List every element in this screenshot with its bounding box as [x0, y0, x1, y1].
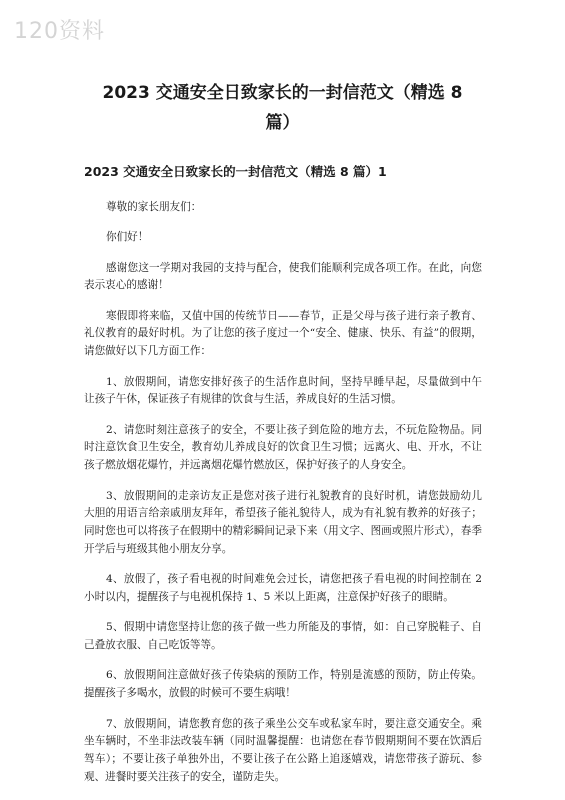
paragraph-item-2: 2、请您时刻注意孩子的安全，不要让孩子到危险的地方去，不玩危险物品。同时注意饮食卫生安全，教育幼儿养成良好的饮食卫生习惯；远离火、电、开水，不让孩子燃放烟花爆竹，并远离烟花爆竹燃放区，保护好孩子的人身安全。 — [84, 423, 482, 472]
paragraph-item-1: 1、放假期间，请您安排好孩子的生活作息时间，坚持早睡早起，尽量做到中午让孩子午休，保证孩子有规律的饮食与生活，养成良好的生活习惯。 — [84, 375, 482, 406]
greeting: 你们好！ — [106, 231, 149, 244]
salutation: 尊敬的家长朋友们： — [106, 201, 202, 213]
section-heading: 2023 交通安全日致家长的一封信范文（精选 8 篇）1 — [84, 164, 387, 179]
paragraph-item-3: 3、放假期间的走亲访友正是您对孩子进行礼貌教育的良好时机，请您鼓励幼儿大胆的用语言给亲戚朋友拜年，希望孩子能礼貌待人，成为有礼貌有教养的好孩子；同时您也可以将孩子在假期中的精彩瞬间记录下来（用文字、图画或照片形式），春季开学后与班级其他小朋友分享。 — [84, 489, 482, 555]
document-title-line-2: 篇） — [265, 113, 300, 133]
document-title-line-1: 2023 交通安全日致家长的一封信范文（精选 8 — [102, 83, 463, 103]
watermark-logo: 120资料 — [14, 19, 105, 44]
document-title — [60, 78, 505, 138]
paragraph-intro: 寒假即将来临，又值中国的传统节日——春节，正是父母与孩子进行亲子教育、礼仪教育的最好时机。为了让您的孩子度过一个“安全、健康、快乐、有益”的假期，请您做好以下几方面工作： — [84, 309, 482, 358]
paragraph-item-5: 5、假期中请您坚持让您的孩子做一些力所能及的事情，如：自己穿脱鞋子、自己叠放衣服、自己吃饭等等。 — [84, 621, 482, 652]
letter-body — [84, 199, 482, 799]
paragraph-item-7: 7、放假期间，请您教育您的孩子乘坐公交车或私家车时，要注意交通安全。乘坐车辆时，不坐非法改装车辆（同时温馨提醒：也请您在春节假期期间不要在饮酒后驾车）；不要让孩子单独外出，不要让孩子在公路上追逐嬉戏，请您带孩子游玩、参观、进餐时要关注孩子的安全，谨防走失。 — [84, 717, 482, 783]
paragraph-item-4: 4、放假了，孩子看电视的时间难免会过长，请您把孩子看电视的时间控制在 2 小时以内，提醒孩子与电视机保持 1、5 米以上距离，注意保护好孩子的眼睛。 — [84, 573, 482, 604]
paragraph-item-6: 6、放假期间注意做好孩子传染病的预防工作，特别是流感的预防，防止传染。提醒孩子多喝水，放假的时候可不要生病哦！ — [84, 669, 482, 700]
paragraph-thanks: 感谢您这一学期对我园的支持与配合，使我们能顺利完成各项工作。在此，向您表示衷心的感谢！ — [84, 261, 482, 292]
